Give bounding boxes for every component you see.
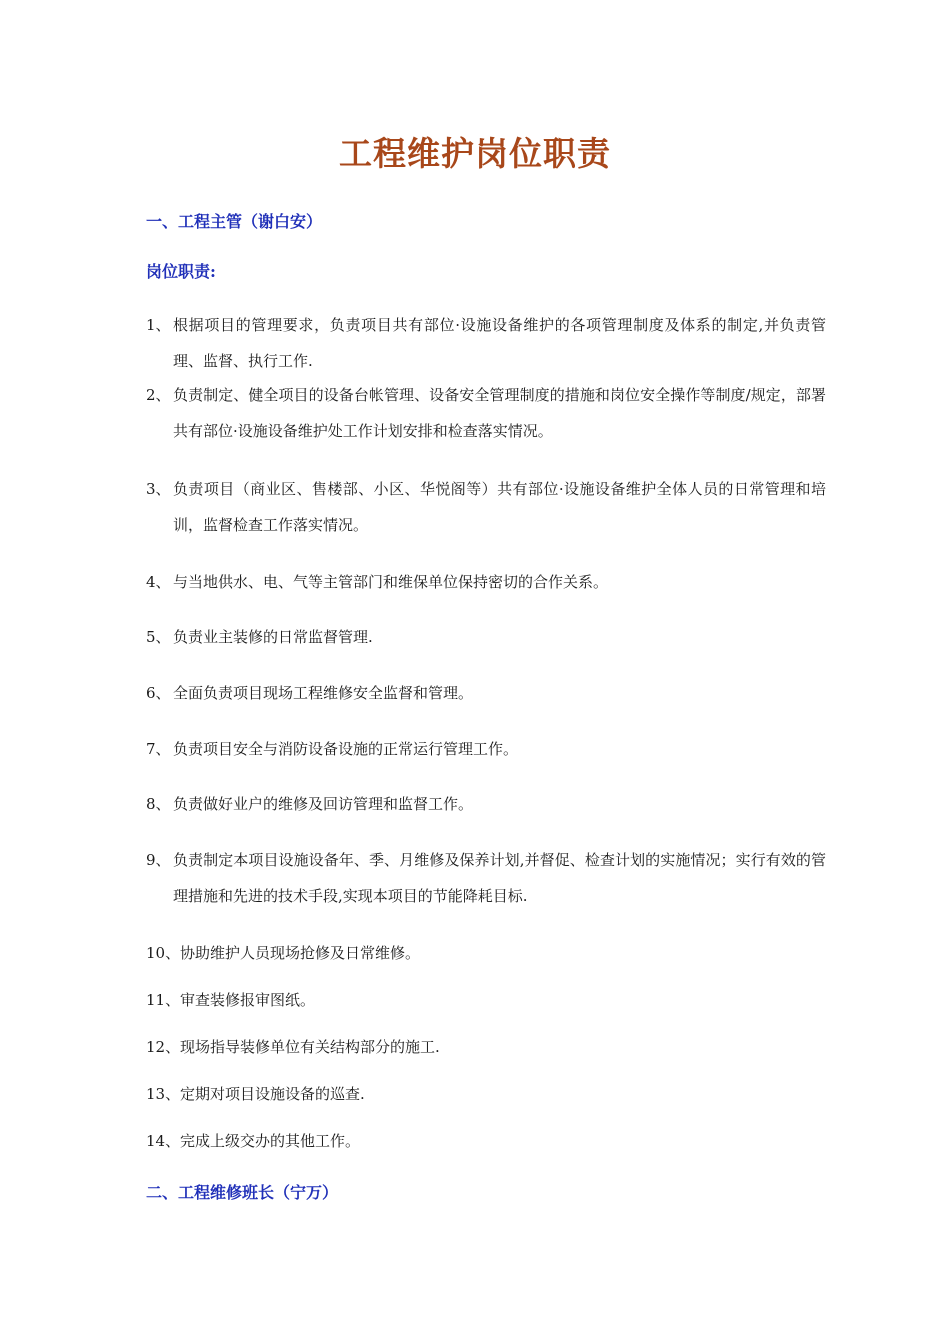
duty-item-number: 3、: [146, 480, 171, 498]
duty-item-number: 6、: [146, 684, 171, 702]
duty-item-text: 负责业主装修的日常监督管理.: [173, 628, 373, 646]
duty-item-text: 负责项目（商业区、售楼部、小区、华悦阁等）共有部位·设施设备维护全体人员的日常管理和培训，监督检查工作落实情况。: [173, 480, 826, 534]
duty-item-text: 根据项目的管理要求，负责项目共有部位·设施设备维护的各项管理制度及体系的制定,并负责管理、监督、执行工作.: [173, 316, 826, 370]
duty-item-13: [146, 1076, 826, 1112]
duties-subheading: 岗位职责:: [146, 262, 216, 281]
duty-item-text: 完成上级交办的其他工作。: [180, 1132, 361, 1150]
duty-item-9: [146, 842, 826, 914]
duty-item-number: 12、: [146, 1038, 181, 1056]
duty-item-2: [146, 377, 826, 449]
duty-item-text: 定期对项目设施设备的巡查.: [180, 1085, 365, 1103]
duty-item-text: 协助维护人员现场抢修及日常维修。: [180, 944, 421, 962]
duty-item-number: 13、: [146, 1085, 181, 1103]
section-1-heading: 一、工程主管（谢白安）: [146, 212, 323, 231]
duty-item-5: [146, 619, 826, 655]
duty-item-1: [146, 307, 826, 379]
duty-item-number: 4、: [146, 573, 171, 591]
duty-item-text: 与当地供水、电、气等主管部门和维保单位保持密切的合作关系。: [173, 573, 609, 591]
duty-item-number: 11、: [146, 991, 181, 1009]
duty-item-text: 全面负责项目现场工程维修安全监督和管理。: [173, 684, 474, 702]
duty-item-7: [146, 731, 826, 767]
duty-item-4: [146, 564, 826, 600]
duty-item-text: 负责做好业户的维修及回访管理和监督工作。: [173, 795, 474, 813]
duty-item-number: 10、: [146, 944, 181, 962]
duty-item-number: 8、: [146, 795, 171, 813]
duty-item-3: [146, 471, 826, 543]
duty-item-14: [146, 1123, 826, 1159]
duty-item-6: [146, 675, 826, 711]
duty-item-12: [146, 1029, 826, 1065]
duty-item-11: [146, 982, 826, 1018]
duty-item-text: 现场指导装修单位有关结构部分的施工.: [180, 1038, 440, 1056]
duty-item-number: 14、: [146, 1132, 181, 1150]
duty-item-number: 9、: [146, 851, 171, 869]
duty-item-number: 7、: [146, 740, 171, 758]
section-2-heading: 二、工程维修班长（宁万）: [146, 1183, 339, 1202]
duty-item-text: 审查装修报审图纸。: [180, 991, 316, 1009]
duty-item-text: 负责项目安全与消防设备设施的正常运行管理工作。: [173, 740, 519, 758]
duty-item-8: [146, 786, 826, 822]
duty-item-text: 负责制定本项目设施设备年、季、月维修及保养计划,并督促、检查计划的实施情况；实行有效的管理措施和先进的技术手段,实现本项目的节能降耗目标.: [173, 851, 826, 905]
duty-item-number: 2、: [146, 386, 171, 404]
document-title: 工程维护岗位职责: [339, 134, 611, 173]
duty-item-number: 1、: [146, 316, 171, 334]
duty-item-number: 5、: [146, 628, 171, 646]
duty-item-10: [146, 935, 826, 971]
duty-item-text: 负责制定、健全项目的设备台帐管理、设备安全管理制度的措施和岗位安全操作等制度/规定，部署共有部位·设施设备维护处工作计划安排和检查落实情况。: [173, 386, 826, 440]
